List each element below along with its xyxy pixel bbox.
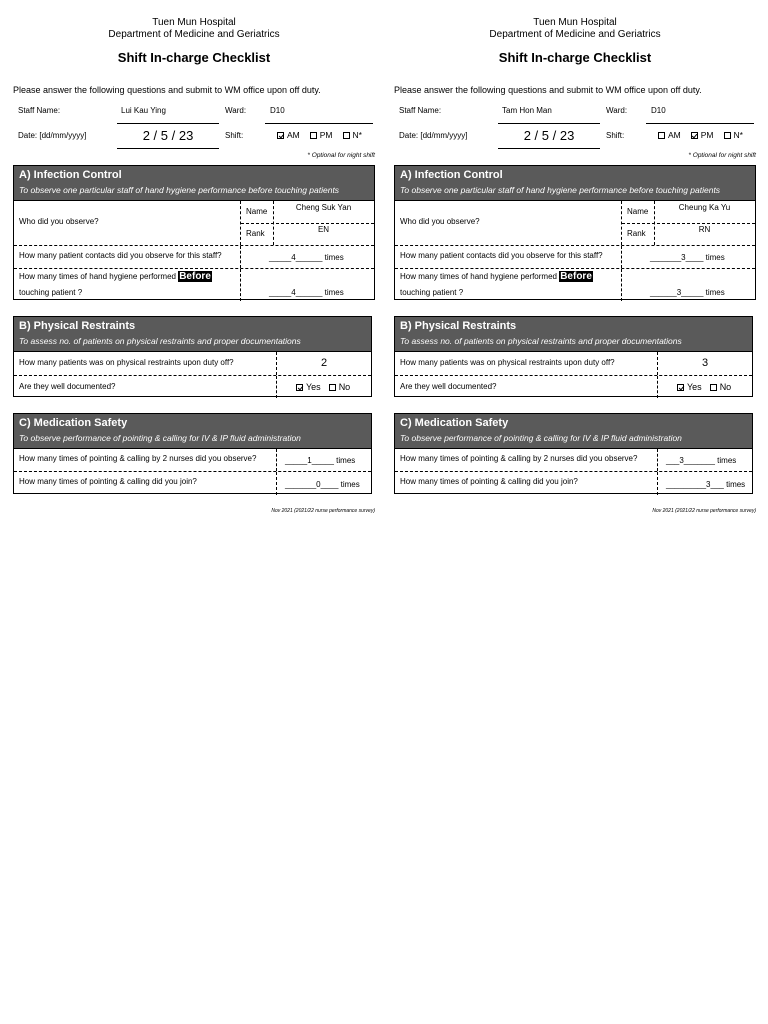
question-two-nurses: How many times of pointing & calling by 2 nurses did you observe?	[400, 454, 638, 463]
rank-label: Rank	[246, 229, 265, 238]
question-hygiene-text: How many times of hand hygiene performed	[19, 272, 176, 281]
rank-label: Rank	[627, 229, 646, 238]
hospital-header	[394, 17, 756, 41]
form-title: Shift In-charge Checklist	[117, 50, 271, 65]
join-row	[14, 472, 371, 495]
medication-safety-header	[395, 414, 752, 449]
shift-option-label: PM	[700, 130, 714, 140]
documented-options	[296, 382, 350, 392]
grid-divider	[241, 223, 374, 224]
date-label: Date: [dd/mm/yyyy]	[18, 131, 87, 140]
section-title: C) Medication Safety	[19, 417, 128, 429]
section-title: A) Infection Control	[19, 169, 122, 181]
question-observe: Who did you observe?	[400, 217, 480, 226]
shift-options	[658, 130, 743, 140]
medication-safety-section	[394, 413, 753, 494]
shift-option[interactable]	[658, 130, 681, 140]
restraint-count-row	[14, 352, 371, 376]
restraint-count-row	[395, 352, 752, 376]
staff-name-label: Staff Name:	[399, 106, 442, 115]
hospital-name: Tuen Mun Hospital	[152, 17, 236, 28]
before-highlight: Before	[179, 271, 211, 282]
section-title: C) Medication Safety	[400, 417, 509, 429]
observed-name-field[interactable]: Cheng Suk Yan	[295, 203, 352, 212]
optional-note: * Optional for night shift	[688, 152, 756, 159]
shift-options	[277, 130, 362, 140]
instruction-text: Please answer the following questions and submit to WM office upon off duty.	[394, 85, 702, 95]
two-nurses-row	[14, 449, 371, 472]
yes-label: Yes	[687, 382, 702, 392]
ward-label: Ward:	[606, 106, 628, 115]
shift-option[interactable]	[277, 130, 300, 140]
staff-name-underline	[117, 123, 219, 124]
question-join: How many times of pointing & calling did you join?	[19, 477, 197, 486]
question-observe: Who did you observe?	[19, 217, 99, 226]
staff-name-underline	[498, 123, 600, 124]
shift-checkbox[interactable]	[658, 132, 665, 139]
form-title: Shift In-charge Checklist	[498, 50, 652, 65]
answer-cell	[240, 246, 374, 268]
shift-option-label: N*	[733, 130, 743, 140]
infection-control-section	[394, 165, 756, 300]
shift-option-label: AM	[287, 130, 300, 140]
question-two-nurses: How many times of pointing & calling by 2 nurses did you observe?	[19, 454, 257, 463]
shift-option-label: N*	[352, 130, 362, 140]
section-subtitle: To observe one particular staff of hand hygiene performance before touching patients	[19, 185, 340, 195]
date-field[interactable]: 2 / 5 / 23	[523, 128, 575, 143]
answer-cell	[657, 472, 752, 495]
answer-cell	[657, 449, 752, 471]
join-row	[395, 472, 752, 495]
shift-checkbox[interactable]	[310, 132, 317, 139]
observe-row	[14, 201, 374, 246]
documented-row	[395, 376, 752, 398]
name-label: Name	[627, 207, 649, 216]
documented-no-option[interactable]	[710, 382, 732, 392]
section-title: B) Physical Restraints	[19, 320, 136, 332]
join-answer[interactable]: _______0____ times	[285, 480, 360, 489]
section-title: A) Infection Control	[400, 169, 503, 181]
shift-checkbox[interactable]	[691, 132, 698, 139]
ward-field[interactable]: D10	[270, 106, 285, 115]
documented-options	[677, 382, 731, 392]
hygiene-answer[interactable]: ______3_____ times	[650, 288, 725, 297]
hygiene-answer[interactable]: _____4______ times	[269, 288, 344, 297]
contacts-row	[395, 246, 755, 269]
hospital-header	[13, 17, 375, 41]
staff-name-label: Staff Name:	[18, 106, 61, 115]
question-join: How many times of pointing & calling did you join?	[400, 477, 578, 486]
shift-checkbox[interactable]	[724, 132, 731, 139]
infection-control-section	[13, 165, 375, 300]
contacts-answer[interactable]: _____4______ times	[269, 253, 344, 262]
form-footer: Nov 2021 (2021/22 nurse performance survey)	[271, 508, 375, 514]
answer-cell	[657, 376, 752, 398]
question-hygiene-cont: touching patient ?	[400, 288, 464, 297]
shift-option[interactable]	[691, 130, 714, 140]
section-subtitle: To observe performance of pointing & calling for IV & IP fluid administration	[19, 433, 301, 443]
question-restraint-count: How many patients was on physical restraints upon duty off?	[400, 358, 615, 367]
shift-option-label: PM	[319, 130, 333, 140]
shift-option-label: AM	[668, 130, 681, 140]
department-name: Department of Medicine and Geriatrics	[108, 29, 280, 40]
two-nurses-row	[395, 449, 752, 472]
staff-name-field[interactable]: Lui Kau Ying	[121, 106, 166, 115]
answer-cell	[621, 269, 755, 301]
date-underline	[498, 148, 600, 149]
grid-divider	[622, 223, 755, 224]
no-label: No	[719, 382, 732, 392]
observed-rank-field[interactable]: RN	[698, 225, 711, 234]
shift-checkbox[interactable]	[343, 132, 350, 139]
restraint-count-answer[interactable]: 3	[701, 357, 709, 369]
question-hygiene-cont: touching patient ?	[19, 288, 83, 297]
two-nurses-answer[interactable]: ___3_______ times	[666, 456, 737, 465]
section-subtitle: To observe performance of pointing & calling for IV & IP fluid administration	[400, 433, 682, 443]
date-underline	[117, 148, 219, 149]
checklist-form-left	[13, 0, 375, 520]
medication-safety-header	[14, 414, 371, 449]
answer-cell	[276, 376, 371, 398]
observed-staff-grid	[240, 201, 374, 245]
section-subtitle: To assess no. of patients on physical restraints and proper documentations	[400, 336, 682, 346]
contacts-row	[14, 246, 374, 269]
section-subtitle: To assess no. of patients on physical restraints and proper documentations	[19, 336, 301, 346]
optional-note: * Optional for night shift	[307, 152, 375, 159]
join-answer[interactable]: _________3___ times	[666, 480, 746, 489]
physical-restraints-header	[395, 317, 752, 352]
ward-label: Ward:	[225, 106, 247, 115]
hygiene-row	[14, 269, 374, 301]
question-hygiene-text: How many times of hand hygiene performed	[400, 272, 557, 281]
no-label: No	[338, 382, 351, 392]
staff-name-field[interactable]: Tam Hon Man	[502, 106, 552, 115]
hospital-name: Tuen Mun Hospital	[533, 17, 617, 28]
yes-checkbox[interactable]	[296, 384, 303, 391]
contacts-answer[interactable]: _______3____ times	[650, 253, 725, 262]
before-highlight: Before	[560, 271, 592, 282]
question-documented: Are they well documented?	[19, 382, 116, 391]
no-checkbox[interactable]	[710, 384, 717, 391]
ward-field[interactable]: D10	[651, 106, 666, 115]
question-contacts: How many patient contacts did you observe for this staff?	[19, 251, 222, 260]
physical-restraints-section	[394, 316, 753, 397]
section-subtitle: To observe one particular staff of hand hygiene performance before touching patients	[400, 185, 721, 195]
infection-control-header	[395, 166, 755, 201]
section-title: B) Physical Restraints	[400, 320, 517, 332]
answer-cell	[276, 352, 371, 375]
question-contacts: How many patient contacts did you observe for this staff?	[400, 251, 603, 260]
documented-row	[14, 376, 371, 398]
answer-cell	[621, 246, 755, 268]
question-restraint-count: How many patients was on physical restraints upon duty off?	[19, 358, 234, 367]
shift-label: Shift:	[225, 131, 244, 140]
medication-safety-section	[13, 413, 372, 494]
yes-checkbox[interactable]	[677, 384, 684, 391]
physical-restraints-header	[14, 317, 371, 352]
date-field[interactable]: 2 / 5 / 23	[142, 128, 194, 143]
department-name: Department of Medicine and Geriatrics	[489, 29, 661, 40]
form-footer: Nov 2021 (2021/22 nurse performance survey)	[652, 508, 756, 514]
question-documented: Are they well documented?	[400, 382, 497, 391]
checklist-form-right	[394, 0, 756, 520]
documented-no-option[interactable]	[329, 382, 351, 392]
shift-option[interactable]	[343, 130, 362, 140]
shift-label: Shift:	[606, 131, 625, 140]
infection-control-header	[14, 166, 374, 201]
name-label: Name	[246, 207, 268, 216]
hygiene-row	[395, 269, 755, 301]
observed-staff-grid	[621, 201, 755, 245]
answer-cell	[657, 352, 752, 375]
two-nurses-answer[interactable]: _____1_____ times	[285, 456, 356, 465]
ward-underline	[265, 123, 373, 124]
answer-cell	[276, 472, 371, 495]
question-hygiene	[400, 271, 593, 282]
shift-option[interactable]	[310, 130, 333, 140]
no-checkbox[interactable]	[329, 384, 336, 391]
answer-cell	[240, 269, 374, 301]
observed-rank-field[interactable]: EN	[317, 225, 330, 234]
observed-name-field[interactable]: Cheung Ka Yu	[678, 203, 731, 212]
instruction-text: Please answer the following questions and submit to WM office upon off duty.	[13, 85, 321, 95]
documented-yes-option[interactable]	[296, 382, 321, 392]
question-hygiene	[19, 271, 212, 282]
observe-row	[395, 201, 755, 246]
answer-cell	[276, 449, 371, 471]
shift-checkbox[interactable]	[277, 132, 284, 139]
date-label: Date: [dd/mm/yyyy]	[399, 131, 468, 140]
yes-label: Yes	[306, 382, 321, 392]
physical-restraints-section	[13, 316, 372, 397]
documented-yes-option[interactable]	[677, 382, 702, 392]
shift-option[interactable]	[724, 130, 743, 140]
ward-underline	[646, 123, 754, 124]
restraint-count-answer[interactable]: 2	[320, 357, 328, 369]
